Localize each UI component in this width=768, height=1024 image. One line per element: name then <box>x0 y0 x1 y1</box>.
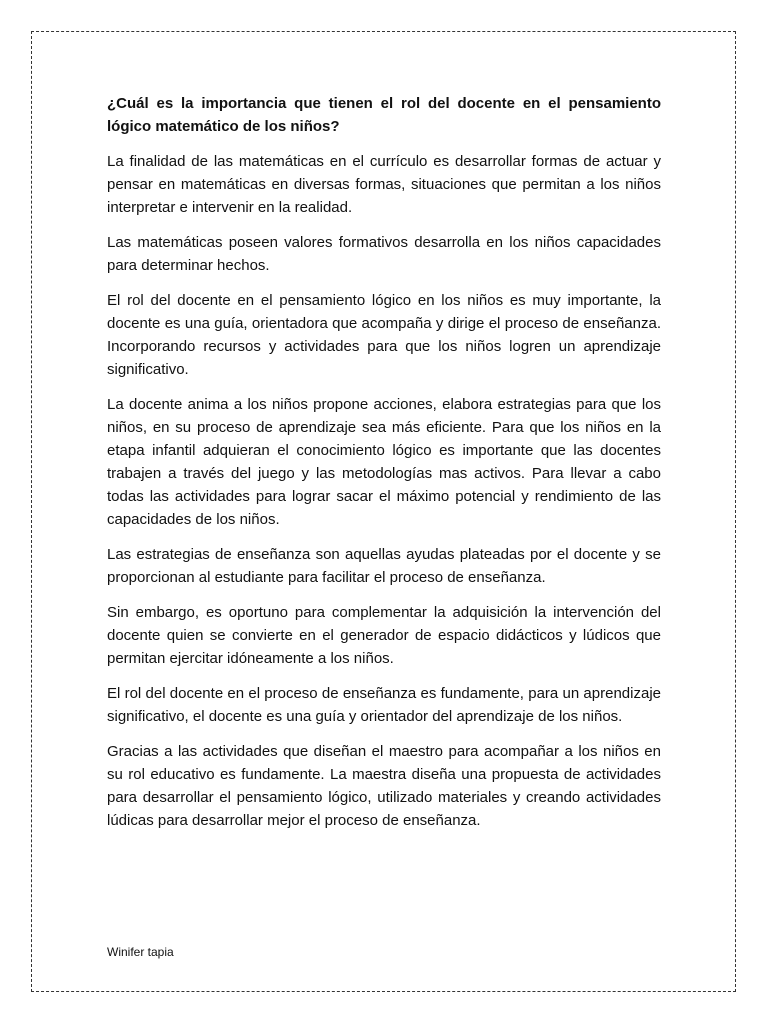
paragraph-1: La finalidad de las matemáticas en el currículo es desarrollar formas de actuar y pensar en matemáticas en diversas formas, situaciones que permitan a los niños interpretar e intervenir en la realidad. <box>107 153 661 216</box>
paragraph-4: La docente anima a los niños propone acciones, elabora estrategias para que los niños, en su proceso de aprendizaje sea más eficiente. Para que los niños en la etapa infantil adquieran el conocimiento lógico es importante que las docentes trabajen a través del juego y las metodologías mas activos. Para llevar a cabo todas las actividades para lograr sacar el máximo potencial y rendimiento de las capacidades de los niños. <box>107 396 661 528</box>
paragraph-7: El rol del docente en el proceso de enseñanza es fundamente, para un aprendizaje significativo, el docente es una guía y orientador del aprendizaje de los niños. <box>107 685 661 725</box>
paragraph-8: Gracias a las actividades que diseñan el maestro para acompañar a los niños en su rol educativo es fundamente. La maestra diseña una propuesta de actividades para desarrollar el pensamiento lógico, utilizado materiales y creando actividades lúdicas para desarrollar mejor el proceso de enseñanza. <box>107 743 661 829</box>
paragraph-6: Sin embargo, es oportuno para complementar la adquisición la intervención del docente quien se convierte en el generador de espacio didácticos y lúdicos que permitan ejercitar idóneamente a los niños. <box>107 604 661 667</box>
document-body <box>107 92 661 844</box>
paragraph-2: Las matemáticas poseen valores formativos desarrolla en los niños capacidades para determinar hechos. <box>107 234 661 274</box>
paragraph-3: El rol del docente en el pensamiento lógico en los niños es muy importante, la docente es una guía, orientadora que acompaña y dirige el proceso de enseñanza. Incorporando recursos y actividades para que los niños logren un aprendizaje significativo. <box>107 292 661 378</box>
footer-author: Winifer tapia <box>107 945 174 959</box>
paragraph-5: Las estrategias de enseñanza son aquellas ayudas plateadas por el docente y se proporcionan al estudiante para facilitar el proceso de enseñanza. <box>107 546 661 586</box>
document-title: ¿Cuál es la importancia que tienen el rol del docente en el pensamiento lógico matemático de los niños? <box>107 95 661 135</box>
